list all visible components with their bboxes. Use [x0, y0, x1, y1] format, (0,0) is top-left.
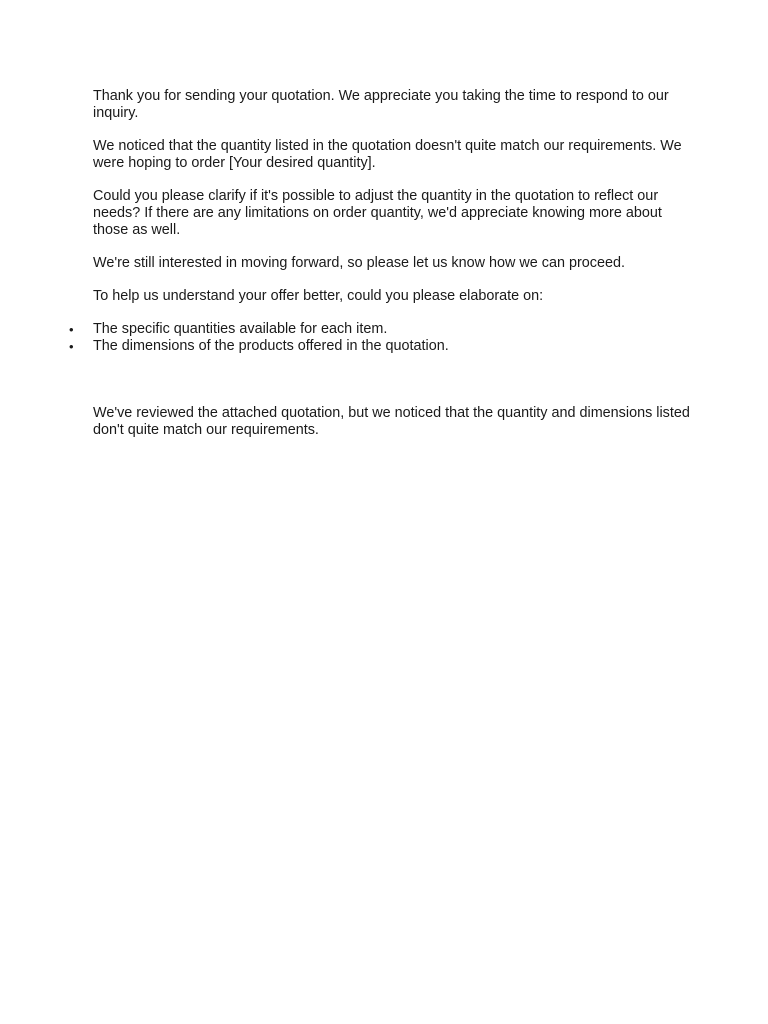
paragraph-clarify-request: Could you please clarify if it's possible to adjust the quantity in the quotation to reflect our needs? If there are any limitations on order quantity, we'd appreciate knowing more about those as well.	[93, 188, 662, 238]
bullet-icon: •	[69, 339, 74, 354]
bullet-icon: •	[69, 322, 74, 337]
paragraph-closing: We've reviewed the attached quotation, but we noticed that the quantity and dimensions listed don't quite match our requirements.	[93, 405, 690, 438]
paragraph-thanks: Thank you for sending your quotation. We appreciate you taking the time to respond to our inquiry.	[93, 88, 669, 121]
list-item	[69, 321, 693, 338]
blank-space	[93, 355, 693, 405]
bullet-text: The dimensions of the products offered in the quotation.	[93, 338, 449, 354]
bullet-text: The specific quantities available for each item.	[93, 321, 388, 337]
paragraph-quantity-mismatch: We noticed that the quantity listed in the quotation doesn't quite match our requirements. We were hoping to order [Your desired quantity].	[93, 138, 682, 171]
bullet-list	[69, 321, 693, 355]
list-item	[69, 338, 693, 355]
document-page	[69, 88, 693, 455]
paragraph-interest: We're still interested in moving forward, so please let us know how we can proceed.	[93, 255, 625, 271]
paragraph-elaborate-intro: To help us understand your offer better, could you please elaborate on:	[93, 288, 544, 304]
